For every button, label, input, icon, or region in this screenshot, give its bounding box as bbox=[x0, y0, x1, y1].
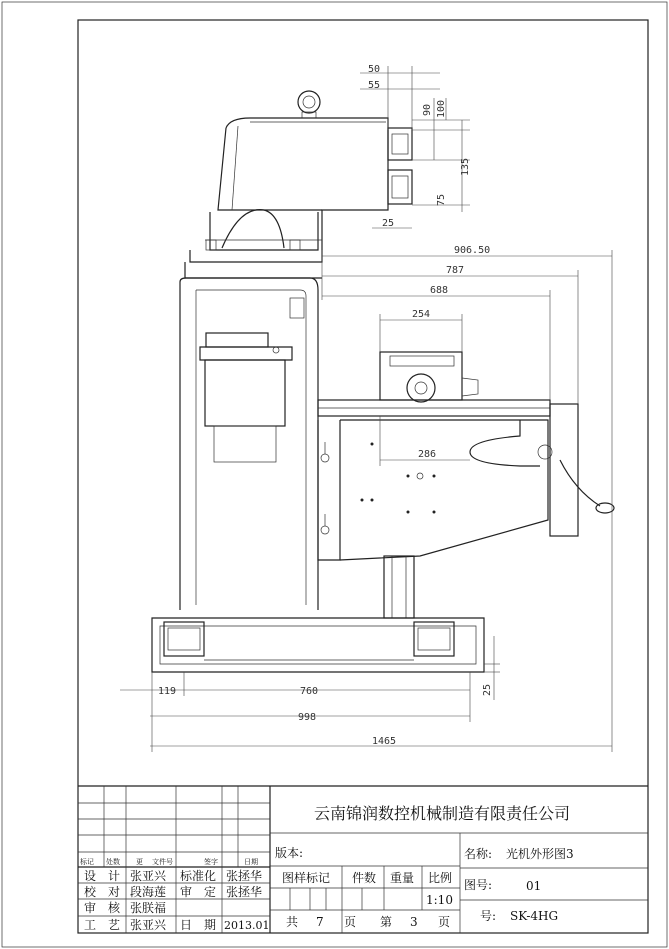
dim-254: 254 bbox=[412, 309, 431, 320]
rev-header: 签字 bbox=[204, 858, 218, 866]
dim-100: 100 bbox=[436, 99, 447, 118]
row-role-2: 对 bbox=[108, 885, 121, 899]
drawing-no-label: 图号: bbox=[464, 878, 493, 892]
dim-119: 119 bbox=[158, 686, 177, 697]
dim-25b: 25 bbox=[482, 683, 493, 696]
sheet-cur-pre: 第 bbox=[380, 915, 393, 929]
scale-label: 比例 bbox=[428, 871, 453, 885]
sheet-cur-unit: 页 bbox=[438, 915, 451, 929]
row-role-b: 期 bbox=[204, 918, 217, 932]
weight-label: 重量 bbox=[390, 871, 415, 885]
row-sign: 张拯华 bbox=[226, 869, 263, 883]
name-label: 名称: bbox=[464, 847, 493, 861]
model-label: 号: bbox=[480, 909, 497, 923]
row-role-1: 工 bbox=[84, 918, 97, 932]
rev-header: 处数 bbox=[106, 858, 120, 866]
sheet-cur: 3 bbox=[410, 915, 418, 929]
dim-760: 760 bbox=[300, 686, 319, 697]
drawing-no-value: 01 bbox=[526, 879, 542, 893]
name-value: 光机外形图3 bbox=[506, 847, 574, 861]
machine-outline bbox=[152, 91, 614, 672]
row-name: 段海莲 bbox=[130, 885, 167, 899]
dim-688: 688 bbox=[430, 285, 449, 296]
sheet-total-pre: 共 bbox=[286, 915, 299, 929]
row-role-1: 设 bbox=[84, 869, 97, 883]
model-value: SK-4HG bbox=[510, 909, 559, 923]
dim-50: 50 bbox=[368, 64, 381, 75]
dim-1465: 1465 bbox=[372, 736, 397, 747]
company-name: 云南锦润数控机械制造有限责任公司 bbox=[314, 804, 571, 823]
dim-135: 135 bbox=[460, 157, 471, 176]
dim-55: 55 bbox=[368, 80, 381, 91]
row-role-2: 艺 bbox=[108, 918, 121, 932]
row-role: 审 bbox=[180, 885, 193, 899]
row-role-b: 定 bbox=[204, 885, 217, 899]
rev-header: 标记 bbox=[80, 858, 94, 866]
row-role-2: 核 bbox=[108, 901, 121, 915]
dim-75: 75 bbox=[436, 193, 447, 206]
rev-header: 日期 bbox=[244, 858, 258, 866]
rev-header: 文件号 bbox=[152, 858, 173, 866]
scale-value: 1:10 bbox=[426, 893, 453, 907]
dim-25a: 25 bbox=[382, 218, 395, 229]
dim-998: 998 bbox=[298, 712, 317, 723]
row-role-1: 校 bbox=[84, 885, 97, 899]
row-role: 标准化 bbox=[180, 869, 217, 883]
dim-787: 787 bbox=[446, 265, 465, 276]
inner-border bbox=[78, 20, 648, 933]
dim-286: 286 bbox=[418, 449, 437, 460]
row-date: 2013.01 bbox=[224, 919, 270, 932]
row-name: 张亚兴 bbox=[130, 869, 167, 883]
dim-90: 90 bbox=[422, 103, 433, 116]
sheet-total: 7 bbox=[316, 915, 324, 929]
qty-label: 件数 bbox=[352, 871, 377, 885]
sheet-total-unit: 页 bbox=[344, 915, 357, 929]
row-name: 张亚兴 bbox=[130, 918, 167, 932]
dimension-lines bbox=[120, 66, 612, 752]
row-name: 张朕福 bbox=[130, 901, 167, 915]
row-role-1: 审 bbox=[84, 901, 97, 915]
dim-906: 906.50 bbox=[454, 245, 491, 256]
row-sign: 张拯华 bbox=[226, 885, 263, 899]
row-role-2: 计 bbox=[108, 869, 121, 883]
sample-mark-label: 图样标记 bbox=[282, 871, 331, 885]
rev-header: 更 bbox=[136, 858, 143, 866]
row-role: 日 bbox=[180, 918, 193, 932]
dimension-labels bbox=[158, 64, 493, 747]
version-label: 版本: bbox=[275, 846, 304, 860]
